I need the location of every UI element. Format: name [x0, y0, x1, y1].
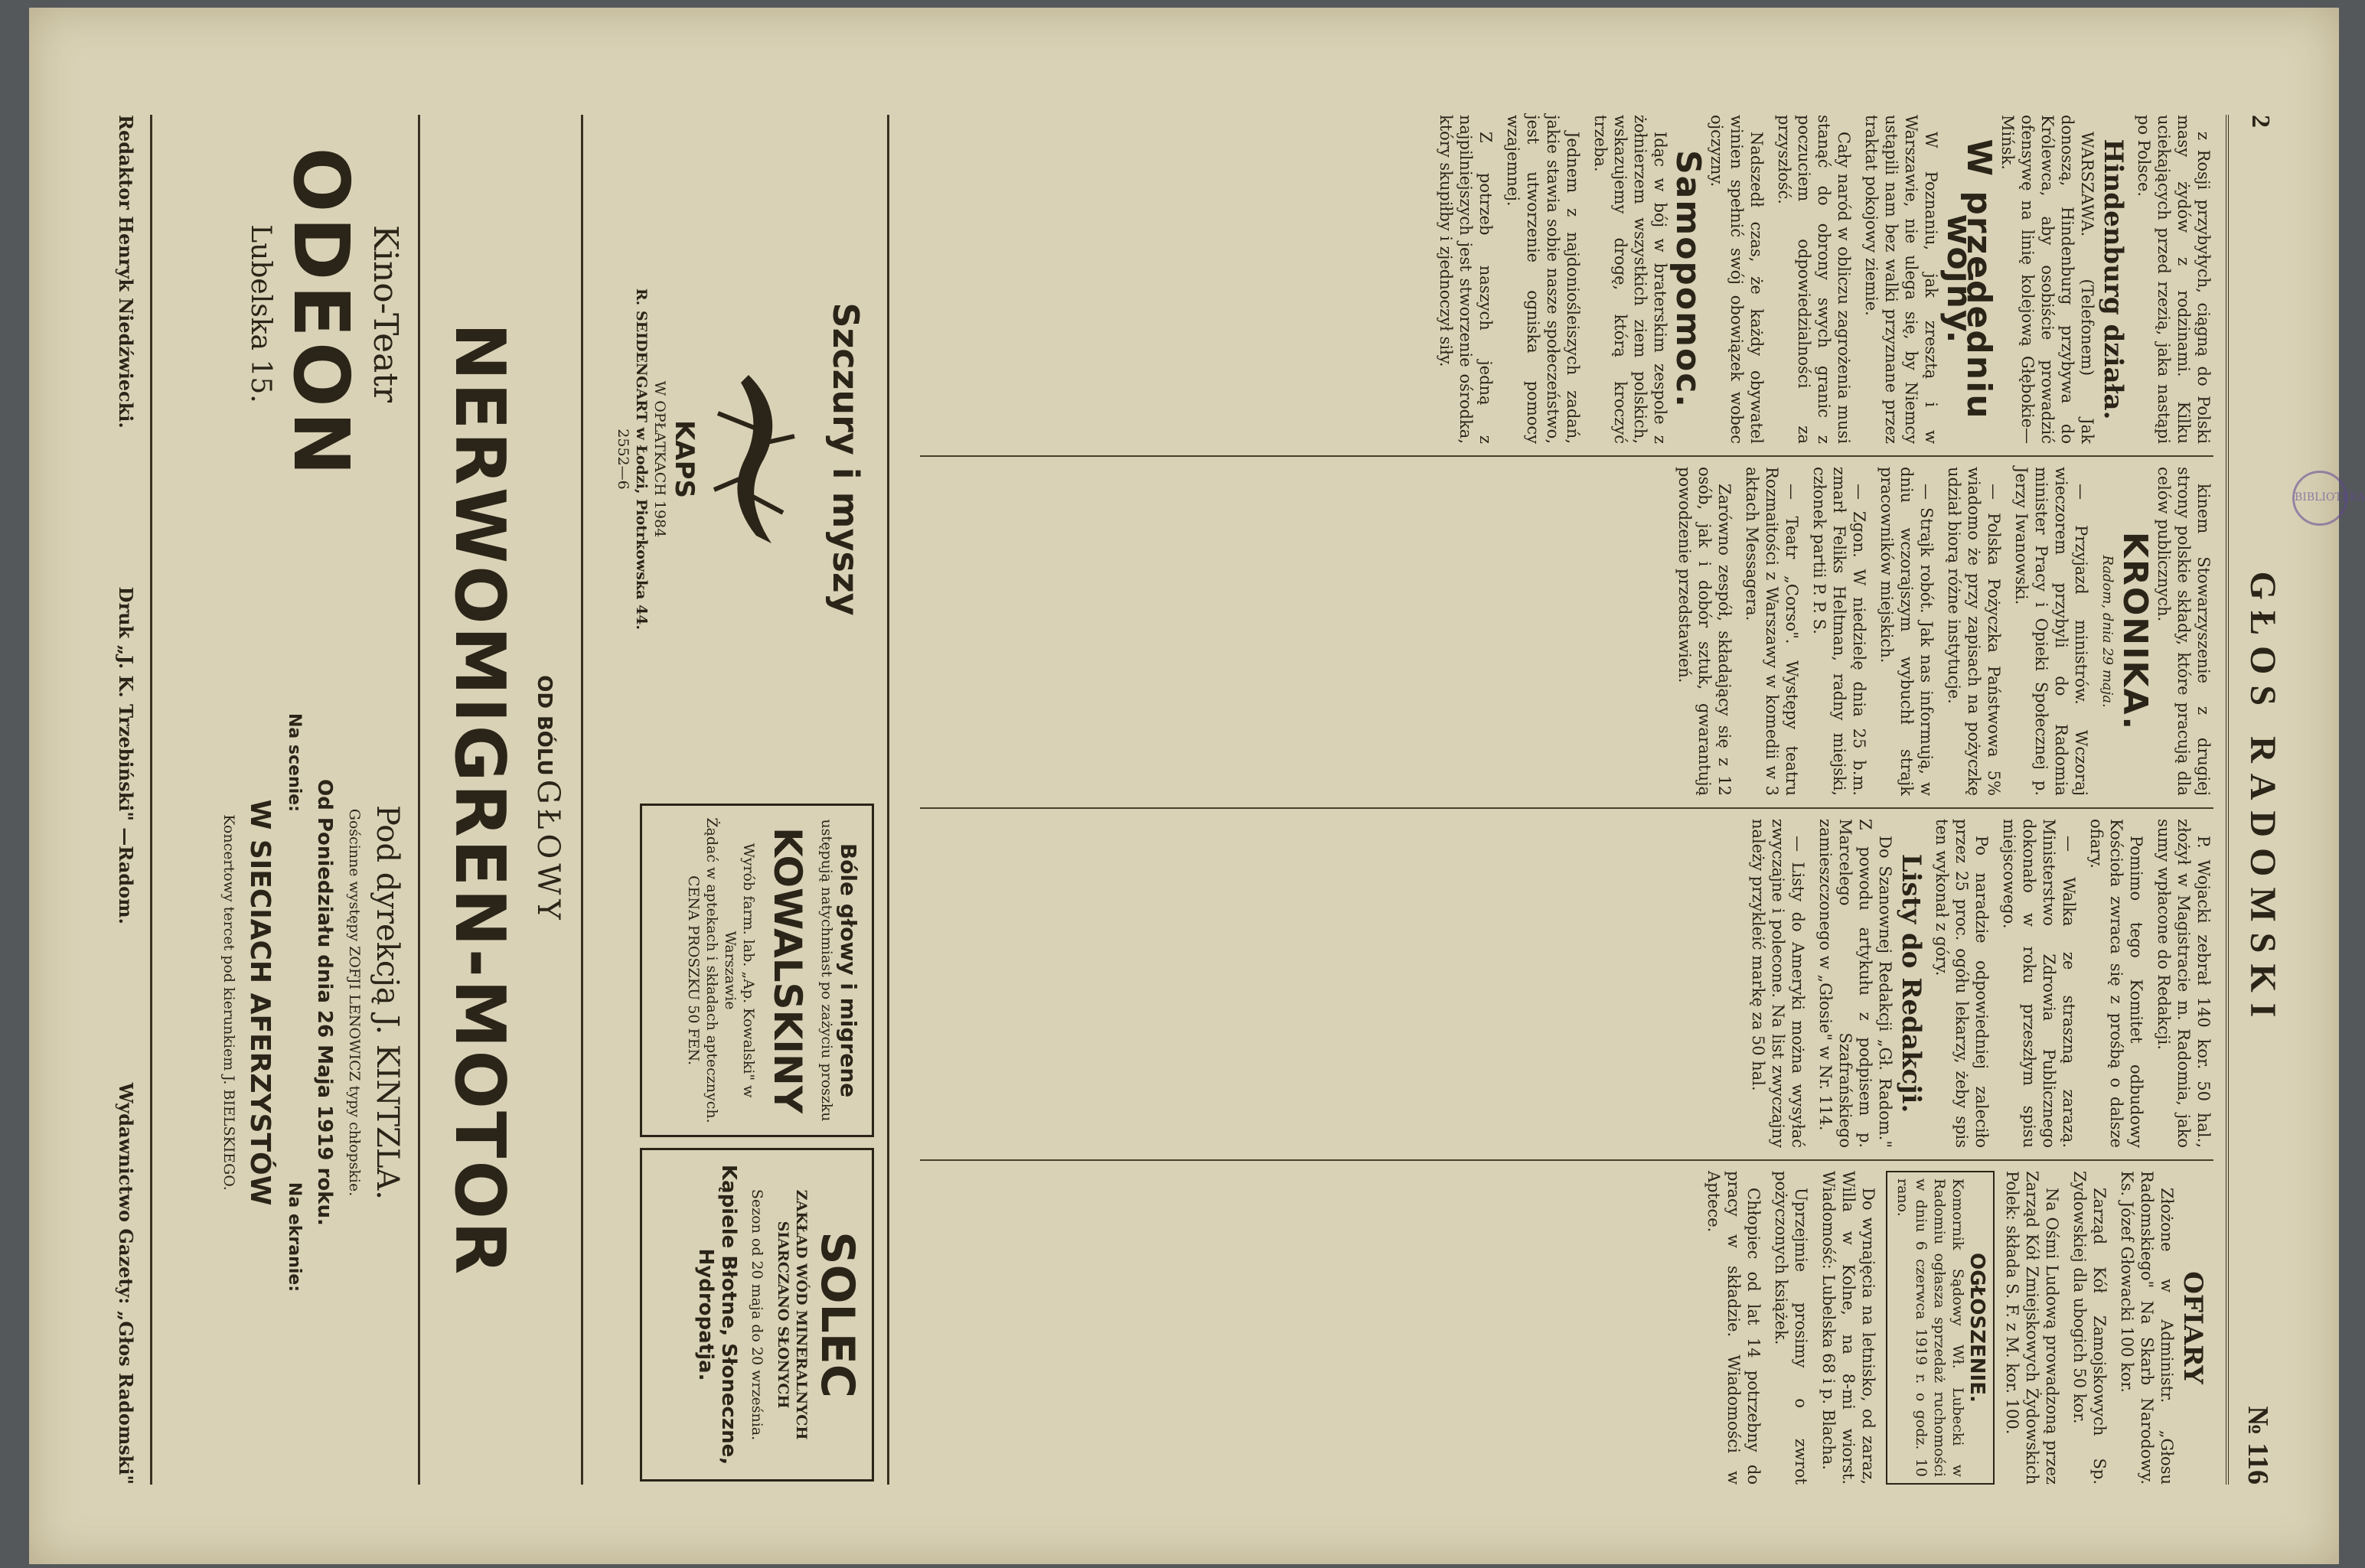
ads-divider [887, 115, 889, 1485]
kaps-ad [599, 130, 874, 788]
kowalskiny-sub: ustępują natychmiast po zażyciu proszku [818, 819, 835, 1122]
col2-dateline: Radom, dnia 29 maja. [2099, 555, 2115, 708]
col1-p3: Cały naród w obliczu zagrożenia musi stanąć do obrony swych granic z poczuciem odpowiedzialności za przyszłość. [1775, 115, 1853, 444]
issue-number: № 116 [2242, 1406, 2274, 1485]
solec-ad [640, 1148, 874, 1482]
nerwomigren-headline: NERWOMIGREN-MOTOR [439, 322, 520, 1277]
stamp-text: BIBLIOTEKA [2295, 491, 2365, 504]
kaps-code: 2552—6 [615, 429, 631, 490]
col1-heading3: Samopomoc. [1669, 149, 1708, 409]
col2-p3: — Strajk robót. Jak nas informują, w dniu wczorajszym wybuchł strajk pracowników miejskich. [1877, 467, 1936, 796]
kowalskiny-note: Żądać w aptekach i składach aptecznych. CENA PROSZKU 50 FEN. [685, 817, 720, 1123]
lizard-icon [703, 360, 817, 559]
col4-p3: Na Ośmi Ludową prowadzoną przez Zarząd Kół Zmiejskowych Żydowskich Polek: składa S. F. z M. kor. 100. [2003, 1171, 2061, 1485]
ad-notice-text: Komornik Sądowy Wł. Lubecki w Radomiu ogłasza sprzedaż ruchomości w dniu 6 czerwca 1919 r. o godz. 10 rano. [1894, 1178, 1966, 1477]
col4-heading: OFIARY [2177, 1271, 2208, 1384]
imprint [115, 115, 137, 1485]
column-rule [920, 1159, 2213, 1161]
col3-p2: — Walka ze straszną zarazą. Ministerstwo Zdrowia Publicznego dokonało w roku przeszłym spisu miejscowego. [2000, 819, 2078, 1148]
col4-p1: Złożone w Administr. „Głosu Radomskiego" Na Skarb Narodowy. Ks. Józef Głowacki 100 kor. [2118, 1171, 2176, 1485]
col2-p6: Zarówno zespół, składający się z 12 osób, jak i dobór sztuk, gwarantują powodzenie przedstawień. [1675, 467, 1734, 796]
guests: Gościnne występy ZOFJI LENOWICZ typy chłopskie. [346, 808, 363, 1197]
col1-heading: Hindenburg działa. [2098, 139, 2128, 420]
film-title: W SIECIACH AFERZYSTÓW [244, 799, 276, 1206]
col4-p4: Do wynajęcia na letnisko, od zaraz, Willa w Kolne, na 8-mi wiorst. Wiadomość: Lubelska 68 i p. Blacha. [1819, 1171, 1877, 1485]
page-content [32, 115, 2298, 1485]
page-number: 2 [2246, 115, 2275, 128]
col4-p2: Zarząd Kół Zamojskowych Sp. Zydowskiej dla ubogich 50 kor. [2070, 1171, 2109, 1485]
left-title2: GŁOWY [530, 779, 566, 924]
column-2 [920, 467, 2213, 796]
kaps-price: W OPŁATKACH 1984 [651, 380, 668, 538]
col1-p5: Idąc w bój w braterskim zespole z żołnierzem wszystkich ziem polskich, wskazujemy drogę, którą kroczyć trzeba. [1591, 115, 1669, 444]
col4-p5: Uprzejmie prosimy o zwrot pożyczonych książek. [1772, 1171, 1810, 1485]
col1-p1: WARSZAWA. (Telefonem) Jak donoszą, Hindenburg przybywa do Królewca, aby osobiście prowadzić ofensywę na linię kolejową Głębokie—Mińsk. [1998, 115, 2096, 444]
col1-p7: Z potrzeb naszych jedną z najpilniejszych jest stworzenie ośrodka, który skupiłby i zjednoczył siły. [1437, 115, 1495, 444]
col3-p3: Po naradzie odpowiedniej zaleciło przez 25 proc. ogółu lekarzy, żeby spis ten wykonał z góry. [1933, 819, 1991, 1148]
kaps-dealer: R. SEIDENGART w Łodzi, Piotrkowska 44. [633, 288, 650, 631]
column-rule [920, 807, 2213, 809]
col2-heading: KRONIKA. [2115, 531, 2155, 732]
col1-p4: Nadszedł czas, że każdy obywatel winien spełnić swój obowiązek wobec ojczyzny. [1708, 115, 1766, 444]
col3-heading: Listy do Redakcji. [1896, 853, 1926, 1113]
cinema-block [245, 115, 405, 513]
publisher: Wydawnictwo Gazety: „Głos Radomski" [115, 1082, 137, 1485]
library-stamp [2292, 471, 2365, 526]
kaps-headline: Szczury i myszy [825, 302, 866, 616]
concert: Koncertowy tercet pod kierunkiem J. BIELSKIEGO. [220, 814, 237, 1191]
direction: Pod dyrekcją J. KINTZLA. [370, 805, 405, 1200]
dates: Od Poniedziału dnia 26 Maja 1919 roku. [313, 779, 336, 1226]
col3-p4: Do Szanownej Redakcji „Gł. Radom." Z powodu artykułu z podpisem p. Marcelego Szafrańskiego zamieszczonego w „Głosie" w Nr. 114. [1816, 819, 1894, 1148]
column-3 [920, 819, 2213, 1148]
kowalskiny-maker: Wyrób farm. lab. „Ap. Kowalski" w Warszawie [722, 843, 757, 1098]
stage-label: Na scenie: [285, 713, 304, 812]
col2-p4: — Zgon. W niedzielę dnia 25 b.m. zmarł Feliks Heltman, radny miejski, członek partii P. P. S. [1810, 467, 1868, 796]
kaps-brand: KAPS [669, 419, 700, 499]
solec-brand: SOLEC [811, 1231, 864, 1398]
kowalskiny-title: Bóle głowy i migrene [836, 843, 861, 1098]
col3-intro: P. Wojacki zebrał 140 kor. 50 hal., złożył w Magistracie m. Radomia, jako sumy wpłacone do Redakcji. [2155, 819, 2213, 1148]
col1-p6: Jednem z najdoniośleiszych zadań, jakie stawia sobie nasze społeczeństwo, jest utworzenie ogniska pomocy wzajemnej. [1504, 115, 1582, 444]
col1-intro: z Rosji przybyłych, ciągną do Polski masy żydów z rodzinami. Kilku uciekających przed rzezią, jaka nastąpi po Polsce. [2135, 115, 2213, 444]
printer: Druk „J. K. Trzebiński" —Radom. [115, 586, 137, 924]
column-1 [920, 115, 2213, 444]
col4-p6: Chłopiec od lat 14 potrzebny do pracy w składzie. Wiadomości w Aptece. [1704, 1171, 1763, 1485]
kowalskiny-brand: KOWALSKINY [765, 827, 810, 1113]
odeon-title: ODEON [276, 147, 366, 481]
newspaper-title: GŁOS RADOMSKI [2243, 571, 2283, 1028]
column-rule [920, 455, 2213, 457]
cinema-address: Lubelska 15. [245, 224, 276, 403]
col1-heading2: W przededniu wojny. [1939, 139, 1998, 420]
cinema-label: Kino-Teatr [366, 225, 405, 403]
bottom-ads [30, 115, 583, 1485]
col2-p5: — Teatr „Corso". Występy teatru Rozmaitości z Warszawy w komedii w 3 aktach Messagera. [1743, 467, 1801, 796]
column-4 [920, 1171, 2213, 1485]
col3-p1: Pomimo tego Komitet odbudowy Kościoła zwraca się z prośbą o dalsze ofiary. [2087, 819, 2145, 1148]
screen-label: Na ekranie: [285, 1182, 304, 1292]
col2-p1: — Przyjazd ministrów. Wczoraj wieczorem przybyli do Radomia minister Pracy i Opieki Społecznej p. Jerzy Iwanowski. [2012, 467, 2090, 796]
solec-baths: Kąpiele Błotne, Słoneczne, Hydropatja. [694, 1164, 740, 1465]
editor: Redaktor Henryk Niedźwiecki. [115, 115, 137, 429]
kowalskiny-ad [640, 804, 874, 1137]
program-block [220, 528, 405, 1477]
masthead [2226, 115, 2298, 1485]
solec-season: Sezon od 20 maja do 20 września. [749, 1188, 765, 1441]
col3-p5: — Listy do Ameryki można wysyłać zwyczajne i polecone. Na list zwyczajny należy przykleić markę za 50 hal. [1749, 819, 1807, 1148]
col2-p2: — Polska Pożyczka Państwowa 5% wiadomo że przy zapisach na pożyczkę udział biorą różne instytucje. [1945, 467, 2003, 796]
ad-notice-heading: OGŁOSZENIE. [1965, 1253, 1988, 1403]
left-title: OD BÓLU [533, 675, 556, 776]
solec-sub: ZAKŁAD WÓD MINERALNYCH SIARCZANO SŁONYCH [775, 1189, 810, 1440]
col1-p2: W Poznaniu, jak zresztą i w Warszawie, nie ulega się, by Niemcy ustąpili nam bez walki przyznane przez traktat pokojowy ziemie. [1862, 115, 1940, 444]
col2-intro: kinem Stowarzyszenie z drugiej strony polskie składy, które pracują dla celów publicznych. [2155, 467, 2213, 796]
